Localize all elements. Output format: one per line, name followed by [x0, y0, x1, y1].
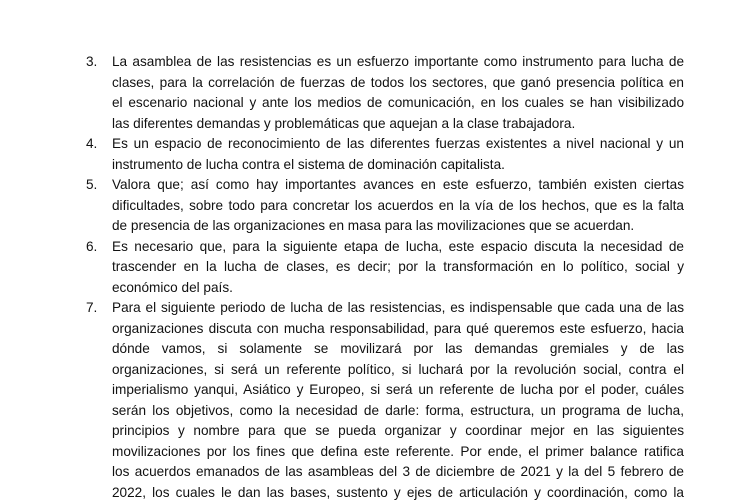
paragraph-line: movilizaciones por los fines que defina este referente. Por ende, el primer balance ratifica	[112, 442, 684, 463]
paragraph-line: instrumento de lucha contra el sistema de dominación capitalista.	[112, 155, 684, 176]
list-item-7	[0, 298, 741, 503]
item-paragraph	[112, 175, 684, 237]
paragraph-line: organizaciones, si será un referente político, si luchará por la revolución social, contra el	[112, 360, 684, 381]
paragraph-line: organizaciones discuta con mucha responsabilidad, para qué queremos este esfuerzo, hacia	[112, 319, 684, 340]
item-number: 7.	[86, 298, 97, 319]
paragraph-line: dónde vamos, si solamente se movilizará por las demandas gremiales y de las	[112, 339, 684, 360]
item-number: 4.	[86, 134, 97, 155]
paragraph-line: económico del país.	[112, 278, 684, 299]
paragraph-line: trascender en la lucha de clases, es decir; por la transformación en lo político, social y	[112, 257, 684, 278]
item-number: 5.	[86, 175, 97, 196]
item-paragraph	[112, 52, 684, 134]
paragraph-line: de presencia de las organizaciones en masa para las movilizaciones que se acuerdan.	[112, 216, 684, 237]
paragraph-line: La asamblea de las resistencias es un esfuerzo importante como instrumento para lucha de	[112, 52, 684, 73]
paragraph-line: serán los objetivos, como la necesidad de darle: forma, estructura, un programa de lucha,	[112, 401, 684, 422]
list-item-3	[0, 52, 741, 134]
paragraph-line: imperialismo yanqui, Asiático y Europeo, si será un referente de lucha por el poder, cuáles	[112, 380, 684, 401]
paragraph-line: dificultades, sobre todo para concretar los acuerdos en la vía de los hechos, que es la falta	[112, 196, 684, 217]
item-paragraph	[112, 134, 684, 175]
numbered-list	[0, 52, 741, 503]
paragraph-line: Valora que; así como hay importantes avances en este esfuerzo, también existen ciertas	[112, 175, 684, 196]
paragraph-line: Para el siguiente periodo de lucha de las resistencias, es indispensable que cada una de las	[112, 298, 684, 319]
paragraph-line: principios y nombre para que se pueda organizar y coordinar mejor en las siguientes	[112, 421, 684, 442]
paragraph-line: Es necesario que, para la siguiente etapa de lucha, este espacio discuta la necesidad de	[112, 237, 684, 258]
list-item-4	[0, 134, 741, 175]
paragraph-line: Es un espacio de reconocimiento de las diferentes fuerzas existentes a nivel nacional y un	[112, 134, 684, 155]
list-item-5	[0, 175, 741, 237]
list-item-6	[0, 237, 741, 299]
item-number: 6.	[86, 237, 97, 258]
paragraph-line: el escenario nacional y ante los medios de comunicación, en los cuales se han visibilizado	[112, 93, 684, 114]
paragraph-line: las diferentes demandas y problemáticas que aquejan a la clase trabajadora.	[112, 114, 684, 135]
item-number: 3.	[86, 52, 97, 73]
paragraph-line: 2022, los cuales le dan las bases, sustento y ejes de articulación y coordinación, como la	[112, 483, 684, 503]
item-paragraph	[112, 298, 684, 503]
paragraph-line: clases, para la correlación de fuerzas de todos los sectores, que ganó presencia política en	[112, 73, 684, 94]
paragraph-line: los acuerdos emanados de las asambleas del 3 de diciembre de 2021 y la del 5 febrero de	[112, 462, 684, 483]
item-paragraph	[112, 237, 684, 299]
